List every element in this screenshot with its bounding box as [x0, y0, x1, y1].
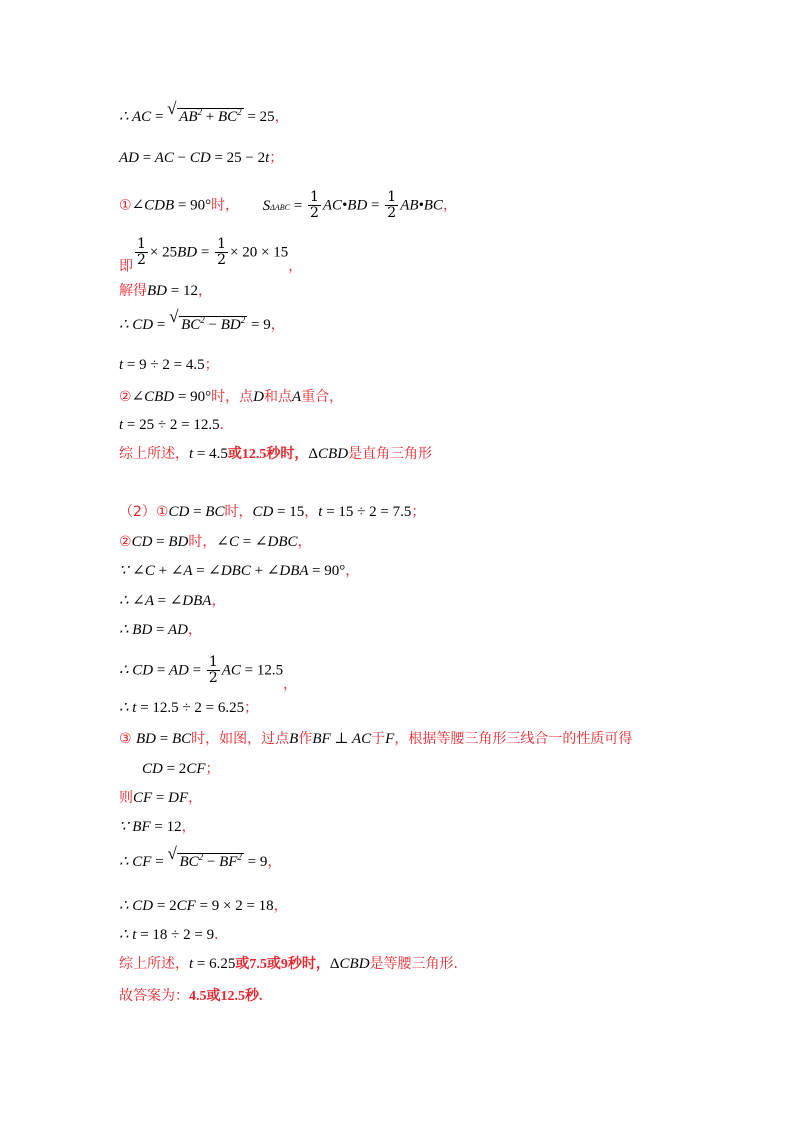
part2-line-14: ∴ t = 18 ÷ 2 = 9． — [119, 927, 229, 943]
solution-line-5: 解得BD = 12， — [119, 283, 212, 299]
solution-line-8: ②∠CBD = 90°时，点D和点A重合， — [119, 389, 344, 405]
solution-line-4: 即 $\frac{1}{2}$ × 25BD = $\frac{1}{2}$ × 20 × 15， — [119, 236, 303, 275]
part2-line-3: ∵ ∠C + ∠A = ∠DBC + ∠DBA = 90°， — [119, 563, 360, 579]
part2-line-8: ③ BD = BC时，如图，过点B作BF ⊥ AC于F，根据等腰三角形三线合一的性质可得 — [119, 731, 633, 747]
final-answer: 故答案为：4.5或12.5秒. — [119, 988, 263, 1004]
solution-line-6: ∴ CD = √ $BC^2 - BD^2 = 9$， — [119, 307, 285, 333]
part2-line-5: ∴ BD = AD， — [119, 622, 202, 638]
conclusion-isosceles-triangle: 综上所述，t = 6.25或7.5或9秒时，ΔCBD是等腰三角形. — [119, 956, 458, 972]
conclusion-right-triangle: 综上所述，t = 4.5或12.5秒时，ΔCBD是直角三角形 — [119, 446, 433, 462]
part2-line-2: ②CD = BD时，∠C = ∠DBC， — [119, 534, 312, 550]
part2-line-11: ∵ BF = 12， — [119, 819, 196, 835]
part2-line-12: ∴ CF = √ $BC^2 - BF^2 = 9$， — [119, 844, 282, 870]
part2-line-9: CD = 2CF； — [142, 761, 220, 777]
part2-line-6: ∴ CD = AD = $\frac{1}{2}$ AC = 12.5， — [119, 654, 298, 693]
solution-line-9: t = 25 ÷ 2 = 12.5． — [119, 417, 234, 433]
solution-line-2: AD = AC − CD = 25 − 2t； — [119, 150, 284, 166]
part2-line-10: 则CF = DF， — [119, 790, 203, 806]
solution-line-7: t = 9 ÷ 2 = 4.5； — [119, 357, 219, 373]
part2-line-1: （2）①CD = BC时，CD = 15，t = 15 ÷ 2 = 7.5； — [119, 504, 426, 520]
solution-line-1: ∴ AC = √ $AB^2 + BC^2 = 25$， — [119, 99, 289, 125]
part2-line-13: ∴ CD = 2CF = 9 × 2 = 18， — [119, 898, 288, 914]
solution-line-3: ①∠CDB = 90°时， SΔABC = $\frac{1}{2}$ AC•BD = $\frac{1}{2}$ AB•BC， — [119, 189, 457, 221]
part2-line-4: ∴ ∠A = ∠DBA， — [119, 593, 226, 609]
part2-line-7: ∴ t = 12.5 ÷ 2 = 6.25； — [119, 700, 259, 716]
